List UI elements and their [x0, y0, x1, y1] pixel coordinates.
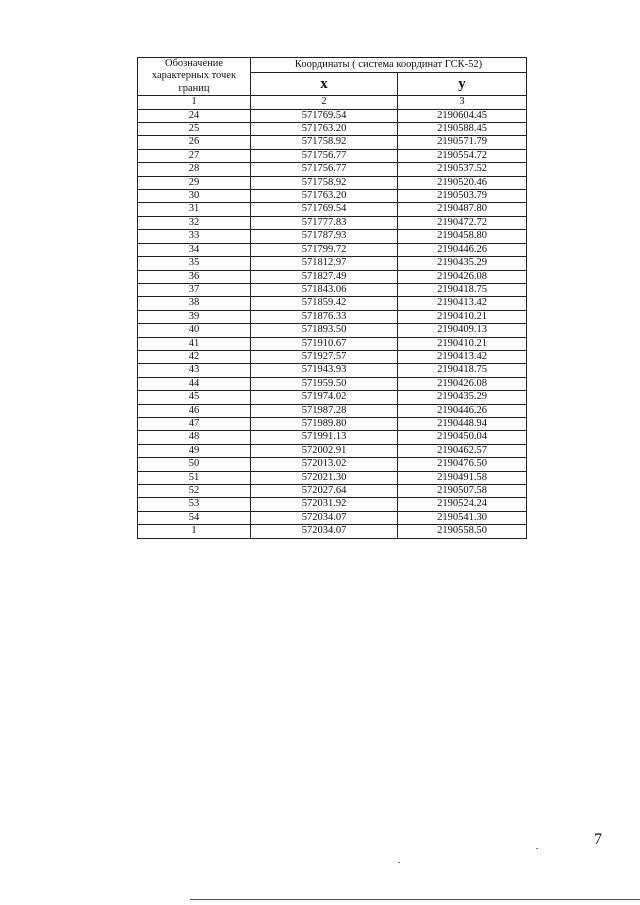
y-cell: 2190409.13 [398, 324, 527, 337]
column-index-1: 1 [138, 96, 251, 109]
point-cell: 46 [138, 404, 251, 417]
point-cell: 43 [138, 364, 251, 377]
y-cell: 2190520.46 [398, 176, 527, 189]
x-cell: 571769.54 [251, 203, 398, 216]
point-cell: 47 [138, 417, 251, 430]
table-row [138, 444, 527, 457]
table-row [138, 364, 527, 377]
table-row [138, 485, 527, 498]
y-cell: 2190446.26 [398, 243, 527, 256]
y-cell: 2190558.50 [398, 525, 527, 538]
page-number: 7 [594, 831, 602, 848]
table-row [138, 243, 527, 256]
table-body [138, 109, 527, 538]
point-cell: 41 [138, 337, 251, 350]
point-cell: 48 [138, 431, 251, 444]
x-cell: 571943.93 [251, 364, 398, 377]
y-cell: 2190418.75 [398, 364, 527, 377]
table-row [138, 525, 527, 538]
y-cell: 2190537.52 [398, 163, 527, 176]
y-cell: 2190491.58 [398, 471, 527, 484]
table-row [138, 310, 527, 323]
point-cell: 1 [138, 525, 251, 538]
header-point-designation: Обозначение характерных точек границ [138, 58, 251, 96]
x-cell: 571763.20 [251, 123, 398, 136]
y-cell: 2190450.04 [398, 431, 527, 444]
table-row [138, 431, 527, 444]
y-cell: 2190448.94 [398, 417, 527, 430]
y-cell: 2190410.21 [398, 310, 527, 323]
point-cell: 28 [138, 163, 251, 176]
y-cell: 2190446.26 [398, 404, 527, 417]
y-cell: 2190571.79 [398, 136, 527, 149]
y-cell: 2190554.72 [398, 149, 527, 162]
y-cell: 2190476.50 [398, 458, 527, 471]
table-row [138, 377, 527, 390]
table-row [138, 458, 527, 471]
x-cell: 571859.42 [251, 297, 398, 310]
point-cell: 36 [138, 270, 251, 283]
y-cell: 2190435.29 [398, 391, 527, 404]
x-cell: 571927.57 [251, 350, 398, 363]
x-cell: 571974.02 [251, 391, 398, 404]
table-row [138, 190, 527, 203]
table-row [138, 511, 527, 524]
header-x: x [251, 73, 398, 96]
table-row [138, 324, 527, 337]
point-cell: 24 [138, 109, 251, 122]
scan-speck [536, 848, 538, 849]
table-row [138, 123, 527, 136]
point-cell: 32 [138, 216, 251, 229]
y-cell: 2190410.21 [398, 337, 527, 350]
table-row [138, 391, 527, 404]
point-cell: 53 [138, 498, 251, 511]
point-cell: 45 [138, 391, 251, 404]
point-cell: 29 [138, 176, 251, 189]
point-cell: 35 [138, 257, 251, 270]
table-row [138, 109, 527, 122]
y-cell: 2190435.29 [398, 257, 527, 270]
y-cell: 2190458.80 [398, 230, 527, 243]
table-row [138, 498, 527, 511]
y-cell: 2190503.79 [398, 190, 527, 203]
table-row [138, 471, 527, 484]
coordinates-table [137, 57, 527, 539]
x-cell: 571756.77 [251, 149, 398, 162]
header-y: y [398, 73, 527, 96]
y-cell: 2190588.45 [398, 123, 527, 136]
x-cell: 571777.83 [251, 216, 398, 229]
x-cell: 571987.28 [251, 404, 398, 417]
x-cell: 572034.07 [251, 511, 398, 524]
x-cell: 571827.49 [251, 270, 398, 283]
x-cell: 572034.07 [251, 525, 398, 538]
y-cell: 2190524.24 [398, 498, 527, 511]
column-index-3: 3 [398, 96, 527, 109]
x-cell: 572002.91 [251, 444, 398, 457]
y-cell: 2190604.45 [398, 109, 527, 122]
y-cell: 2190472.72 [398, 216, 527, 229]
point-cell: 37 [138, 283, 251, 296]
table-row [138, 350, 527, 363]
table-row [138, 297, 527, 310]
table-row [138, 176, 527, 189]
point-cell: 40 [138, 324, 251, 337]
table-row [138, 257, 527, 270]
point-cell: 27 [138, 149, 251, 162]
table-row [138, 337, 527, 350]
table-row [138, 163, 527, 176]
y-cell: 2190413.42 [398, 350, 527, 363]
header-coordinates-group: Координаты ( система координат ГСК-52) [251, 58, 527, 73]
point-cell: 26 [138, 136, 251, 149]
point-cell: 52 [138, 485, 251, 498]
table-row [138, 417, 527, 430]
y-cell: 2190462.57 [398, 444, 527, 457]
table-row [138, 149, 527, 162]
point-cell: 34 [138, 243, 251, 256]
x-cell: 571799.72 [251, 243, 398, 256]
table-row [138, 404, 527, 417]
point-cell: 51 [138, 471, 251, 484]
point-cell: 42 [138, 350, 251, 363]
point-cell: 25 [138, 123, 251, 136]
x-cell: 571989.80 [251, 417, 398, 430]
x-cell: 571763.20 [251, 190, 398, 203]
point-cell: 30 [138, 190, 251, 203]
table-row [138, 203, 527, 216]
point-cell: 31 [138, 203, 251, 216]
table-row [138, 283, 527, 296]
point-cell: 49 [138, 444, 251, 457]
point-cell: 44 [138, 377, 251, 390]
table-row [138, 230, 527, 243]
x-cell: 571959.50 [251, 377, 398, 390]
y-cell: 2190487.80 [398, 203, 527, 216]
y-cell: 2190426.08 [398, 377, 527, 390]
table-row [138, 270, 527, 283]
x-cell: 571758.92 [251, 136, 398, 149]
x-cell: 571787.93 [251, 230, 398, 243]
point-cell: 33 [138, 230, 251, 243]
point-cell: 50 [138, 458, 251, 471]
x-cell: 572013.02 [251, 458, 398, 471]
table-row [138, 136, 527, 149]
point-cell: 39 [138, 310, 251, 323]
x-cell: 572021.30 [251, 471, 398, 484]
scan-speck [398, 862, 400, 863]
x-cell: 571991.13 [251, 431, 398, 444]
y-cell: 2190541.30 [398, 511, 527, 524]
x-cell: 571769.54 [251, 109, 398, 122]
y-cell: 2190418.75 [398, 283, 527, 296]
x-cell: 571758.92 [251, 176, 398, 189]
x-cell: 572031.92 [251, 498, 398, 511]
x-cell: 571876.33 [251, 310, 398, 323]
x-cell: 571843.06 [251, 283, 398, 296]
y-cell: 2190507.58 [398, 485, 527, 498]
point-cell: 54 [138, 511, 251, 524]
x-cell: 571893.50 [251, 324, 398, 337]
x-cell: 571812.97 [251, 257, 398, 270]
y-cell: 2190413.42 [398, 297, 527, 310]
y-cell: 2190426.08 [398, 270, 527, 283]
x-cell: 571910.67 [251, 337, 398, 350]
x-cell: 572027.64 [251, 485, 398, 498]
table-row [138, 216, 527, 229]
point-cell: 38 [138, 297, 251, 310]
column-index-2: 2 [251, 96, 398, 109]
x-cell: 571756.77 [251, 163, 398, 176]
scan-edge-line [190, 899, 640, 900]
